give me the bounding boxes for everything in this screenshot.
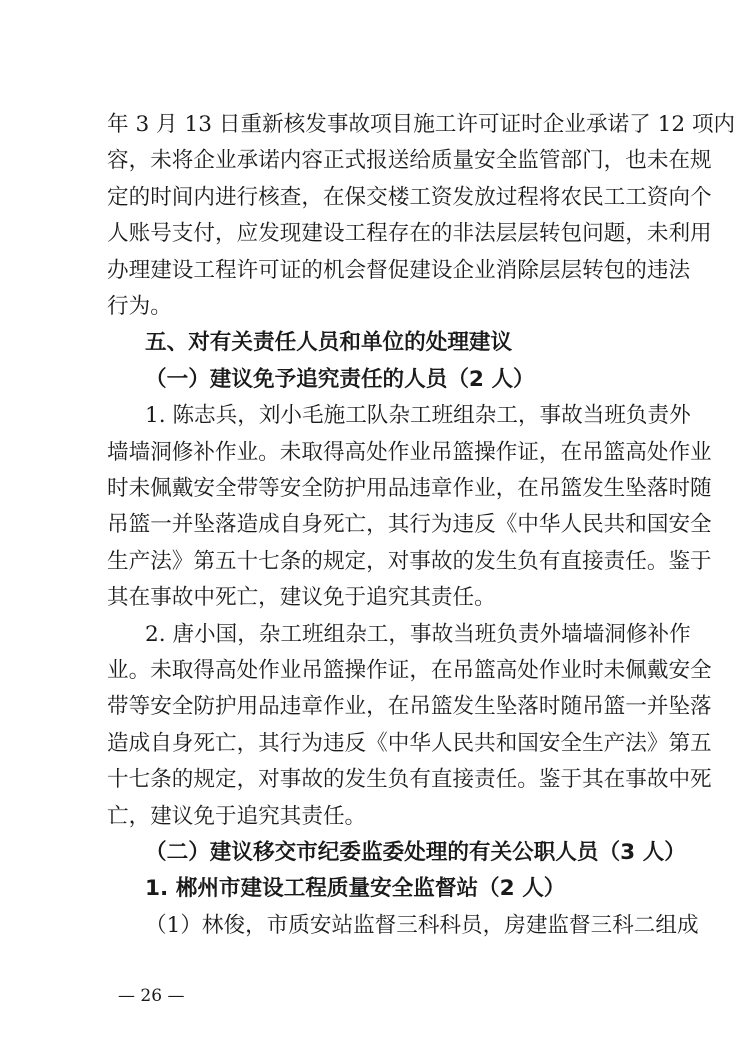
- paragraph-line: 办理建设工程许可证的机会督促建设企业消除层层转包的违法: [107, 257, 691, 283]
- paragraph-line: 年 3 月 13 日重新核发事故项目施工许可证时企业承诺了 12 项内: [107, 112, 736, 137]
- paragraph-line: 业。未取得高处作业吊篮操作证，在吊篮高处作业时未佩戴安全: [107, 658, 712, 683]
- paragraph-line: 带等安全防护用品违章作业，在吊篮发生坠落时随吊篮一并坠落: [107, 694, 712, 720]
- paragraph-line: 墙墙洞修补作业。未取得高处作业吊篮操作证，在吊篮高处作业: [107, 439, 712, 465]
- paragraph-line: 吊篮一并坠落造成自身死亡，其行为违反《中华人民共和国安全: [107, 512, 712, 538]
- paragraph-line: 2. 唐小国，杂工班组杂工，事故当班负责外墙墙洞修补作: [145, 621, 691, 647]
- paragraph-line: 容，未将企业承诺内容正式报送给质量安全监管部门，也未在规: [107, 148, 712, 174]
- paragraph-line: 其在事故中死亡，建议免于追究其责任。: [107, 585, 496, 611]
- page-number: — 26 —: [118, 986, 185, 1006]
- section-heading: 五、对有关责任人员和单位的处理建议: [145, 330, 513, 356]
- paragraph-line: 行为。: [107, 294, 172, 319]
- paragraph-line: 1. 陈志兵，刘小毛施工队杂工班组杂工，事故当班负责外: [145, 403, 691, 429]
- paragraph-line: 人账号支付，应发现建设工程存在的非法层层转包问题，未利用: [107, 221, 712, 247]
- item-heading: 1. 郴州市建设工程质量安全监督站（2 人）: [145, 876, 566, 902]
- paragraph-line: 亡，建议免于追究其责任。: [107, 803, 367, 829]
- paragraph-line: 生产法》第五十七条的规定，对事故的发生负有直接责任。鉴于: [107, 548, 712, 574]
- subsection-heading: （二）建议移交市纪委监委处理的有关公职人员（3 人）: [145, 840, 686, 865]
- paragraph-line: （1）林俊，市质安站监督三科科员，房建监督三科二组成: [145, 912, 699, 938]
- paragraph-line: 造成自身死亡，其行为违反《中华人民共和国安全生产法》第五: [107, 730, 712, 756]
- paragraph-line: 时未佩戴安全带等安全防护用品违章作业，在吊篮发生坠落时随: [107, 476, 712, 501]
- subsection-heading: （一）建议免予追究责任的人员（2 人）: [145, 366, 535, 392]
- paragraph-line: 定的时间内进行核查，在保交楼工资发放过程将农民工工资向个: [107, 184, 712, 210]
- paragraph-line: 十七条的规定，对事故的发生负有直接责任。鉴于其在事故中死: [107, 767, 712, 793]
